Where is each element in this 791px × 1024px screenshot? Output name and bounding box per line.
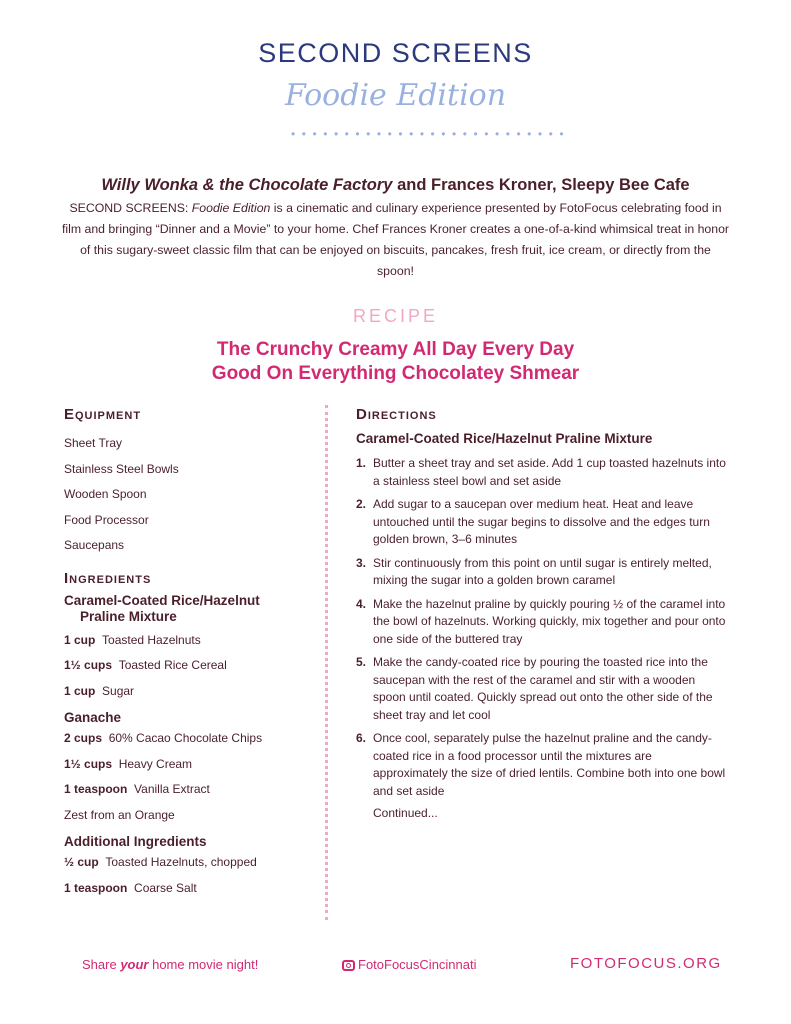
ingredient-row: Zest from an Orange xyxy=(64,807,175,822)
direction-step xyxy=(356,455,726,490)
step-text: Once cool, separately pulse the hazelnut praline and the candy-coated rice in a food processor until the mixtures are approximately the size of dried lentils. Combine both into one bowl and set aside xyxy=(373,731,726,798)
ingredient-name: Heavy Cream xyxy=(118,756,193,771)
step-number: 6. xyxy=(356,731,367,745)
intro-body: is a cinematic and culinary experience presented by FotoFocus celebrating food in film and bringing “Dinner and a Movie” to your home. Chef Frances Kroner creates a one-of-a-kind whimsical treat in honor of this sugary-sweet classic film that can be enjoyed on biscuits, pancakes, fresh fruit, ice cream, or directly from the spoon! xyxy=(61,201,730,278)
equipment-item: Sheet Tray xyxy=(64,436,123,450)
social-handle-link[interactable] xyxy=(342,957,477,972)
ingredient-name: Toasted Hazelnuts, chopped xyxy=(105,855,257,869)
ingredient-qty: 1½ cups xyxy=(64,658,113,672)
step-number: 1. xyxy=(356,456,367,470)
recipe-title-line-1: The Crunchy Creamy All Day Every Day xyxy=(216,339,575,360)
series-edition: Foodie Edition xyxy=(191,201,271,215)
footer-share-text xyxy=(82,957,258,972)
ingredient-row xyxy=(64,850,314,876)
ingredient-name: 60% Cacao Chocolate Chips xyxy=(108,731,263,745)
instagram-camera-icon xyxy=(342,960,355,971)
ingredient-qty: 2 cups xyxy=(64,731,103,745)
ingredient-name: Sugar xyxy=(102,683,135,698)
ingredient-name: Toasted Rice Cereal xyxy=(118,658,227,672)
equipment-item: Food Processor xyxy=(64,512,149,527)
ingredients-heading: Ingredients xyxy=(64,569,152,587)
ingredient-name: Coarse Salt xyxy=(134,880,197,895)
step-text: Butter a sheet tray and set aside. Add 1 cup toasted hazelnuts into a stainless steel bowl and set aside xyxy=(373,456,726,488)
continued-note: Continued... xyxy=(373,806,438,820)
ingredient-row xyxy=(64,876,314,902)
ingredient-row xyxy=(64,679,314,705)
ingredient-qty: 1 cup xyxy=(64,683,96,698)
recipe-label: RECIPE xyxy=(352,306,439,326)
ingredient-qty: 1 teaspoon xyxy=(64,880,128,895)
column-divider xyxy=(325,405,328,920)
step-number: 3. xyxy=(356,555,367,570)
equipment-item: Saucepans xyxy=(64,538,125,552)
step-text: Make the candy-coated rice by pouring the toasted rice into the saucepan with the rest of the caramel and stir with a wooden spoon until coated. Quickly spread out onto the other side of the sheet tray and let cool xyxy=(373,655,713,722)
share-emphasis: your xyxy=(120,957,149,972)
step-text: Make the hazelnut praline by quickly pouring ½ of the caramel into the bowl of hazelnuts. Working quickly, mix together and pour onto one side of the buttered tray xyxy=(373,596,726,646)
direction-step xyxy=(356,555,726,590)
ingredient-row xyxy=(64,726,314,752)
directions-subtitle: Caramel-Coated Rice/Hazelnut Praline Mixture xyxy=(356,431,653,446)
share-post: home movie night! xyxy=(148,957,259,972)
ingredient-row xyxy=(64,628,314,654)
ingredient-qty: 1 cup xyxy=(64,632,96,647)
share-pre: Share xyxy=(82,957,121,972)
ingredient-group-title: Additional Ingredients xyxy=(64,834,207,849)
direction-step xyxy=(356,730,726,800)
left-column xyxy=(64,405,314,901)
step-text: Add sugar to a saucepan over medium heat. Heat and leave untouched until the sugar begins to dissolve and the edges turn golden brown, 3–6 minutes xyxy=(373,497,710,546)
intro-paragraph xyxy=(60,198,731,282)
ingredient-name: Toasted Hazelnuts xyxy=(102,632,201,647)
ingredient-group-title: Ganache xyxy=(64,710,122,725)
social-handle: FotoFocusCincinnati xyxy=(358,957,477,972)
recipe-title xyxy=(0,338,791,386)
equipment-item: Wooden Spoon xyxy=(64,487,147,501)
dotted-divider: • • • • • • • • • • • • • • • • • • • • • • • • • • xyxy=(291,127,566,141)
series-name: SECOND SCREENS: xyxy=(69,201,192,215)
ingredient-qty: 1 teaspoon xyxy=(64,782,128,796)
equipment-item: Stainless Steel Bowls xyxy=(64,461,179,476)
step-text: Stir continuously from this point on until sugar is entirely melted, mixing the sugar into a golden brown caramel xyxy=(373,555,712,587)
step-number: 5. xyxy=(356,655,367,669)
direction-step xyxy=(356,654,726,724)
ingredient-row xyxy=(64,653,314,679)
ingredient-row xyxy=(64,777,314,803)
directions-heading: Directions xyxy=(356,406,437,423)
step-number: 2. xyxy=(356,497,367,511)
brand-subtitle: Foodie Edition xyxy=(284,78,507,113)
ingredient-qty: ½ cup xyxy=(64,855,99,869)
intro-title xyxy=(0,176,791,195)
ingredient-group-title xyxy=(64,593,314,625)
recipe-title-line-2: Good On Everything Chocolatey Shmear xyxy=(211,363,580,384)
ingredient-group-title-line-1: Caramel-Coated Rice/Hazelnut xyxy=(64,592,260,608)
brand-title: SECOND SCREENS xyxy=(258,38,533,68)
direction-step xyxy=(356,496,726,549)
website-link[interactable]: FOTOFOCUS.ORG xyxy=(570,955,722,972)
step-number: 4. xyxy=(356,596,367,611)
ingredient-group-title-line-2: Praline Mixture xyxy=(80,608,177,624)
ingredient-name: Vanilla Extract xyxy=(134,782,210,796)
ingredient-row xyxy=(64,752,314,778)
ingredient-qty: 1½ cups xyxy=(64,756,113,771)
film-title: Willy Wonka & the Chocolate Factory xyxy=(101,176,393,194)
equipment-heading: Equipment xyxy=(64,406,142,423)
direction-step xyxy=(356,596,726,649)
right-column xyxy=(356,405,726,820)
chef-credit: and Frances Kroner, Sleepy Bee Cafe xyxy=(392,176,690,194)
